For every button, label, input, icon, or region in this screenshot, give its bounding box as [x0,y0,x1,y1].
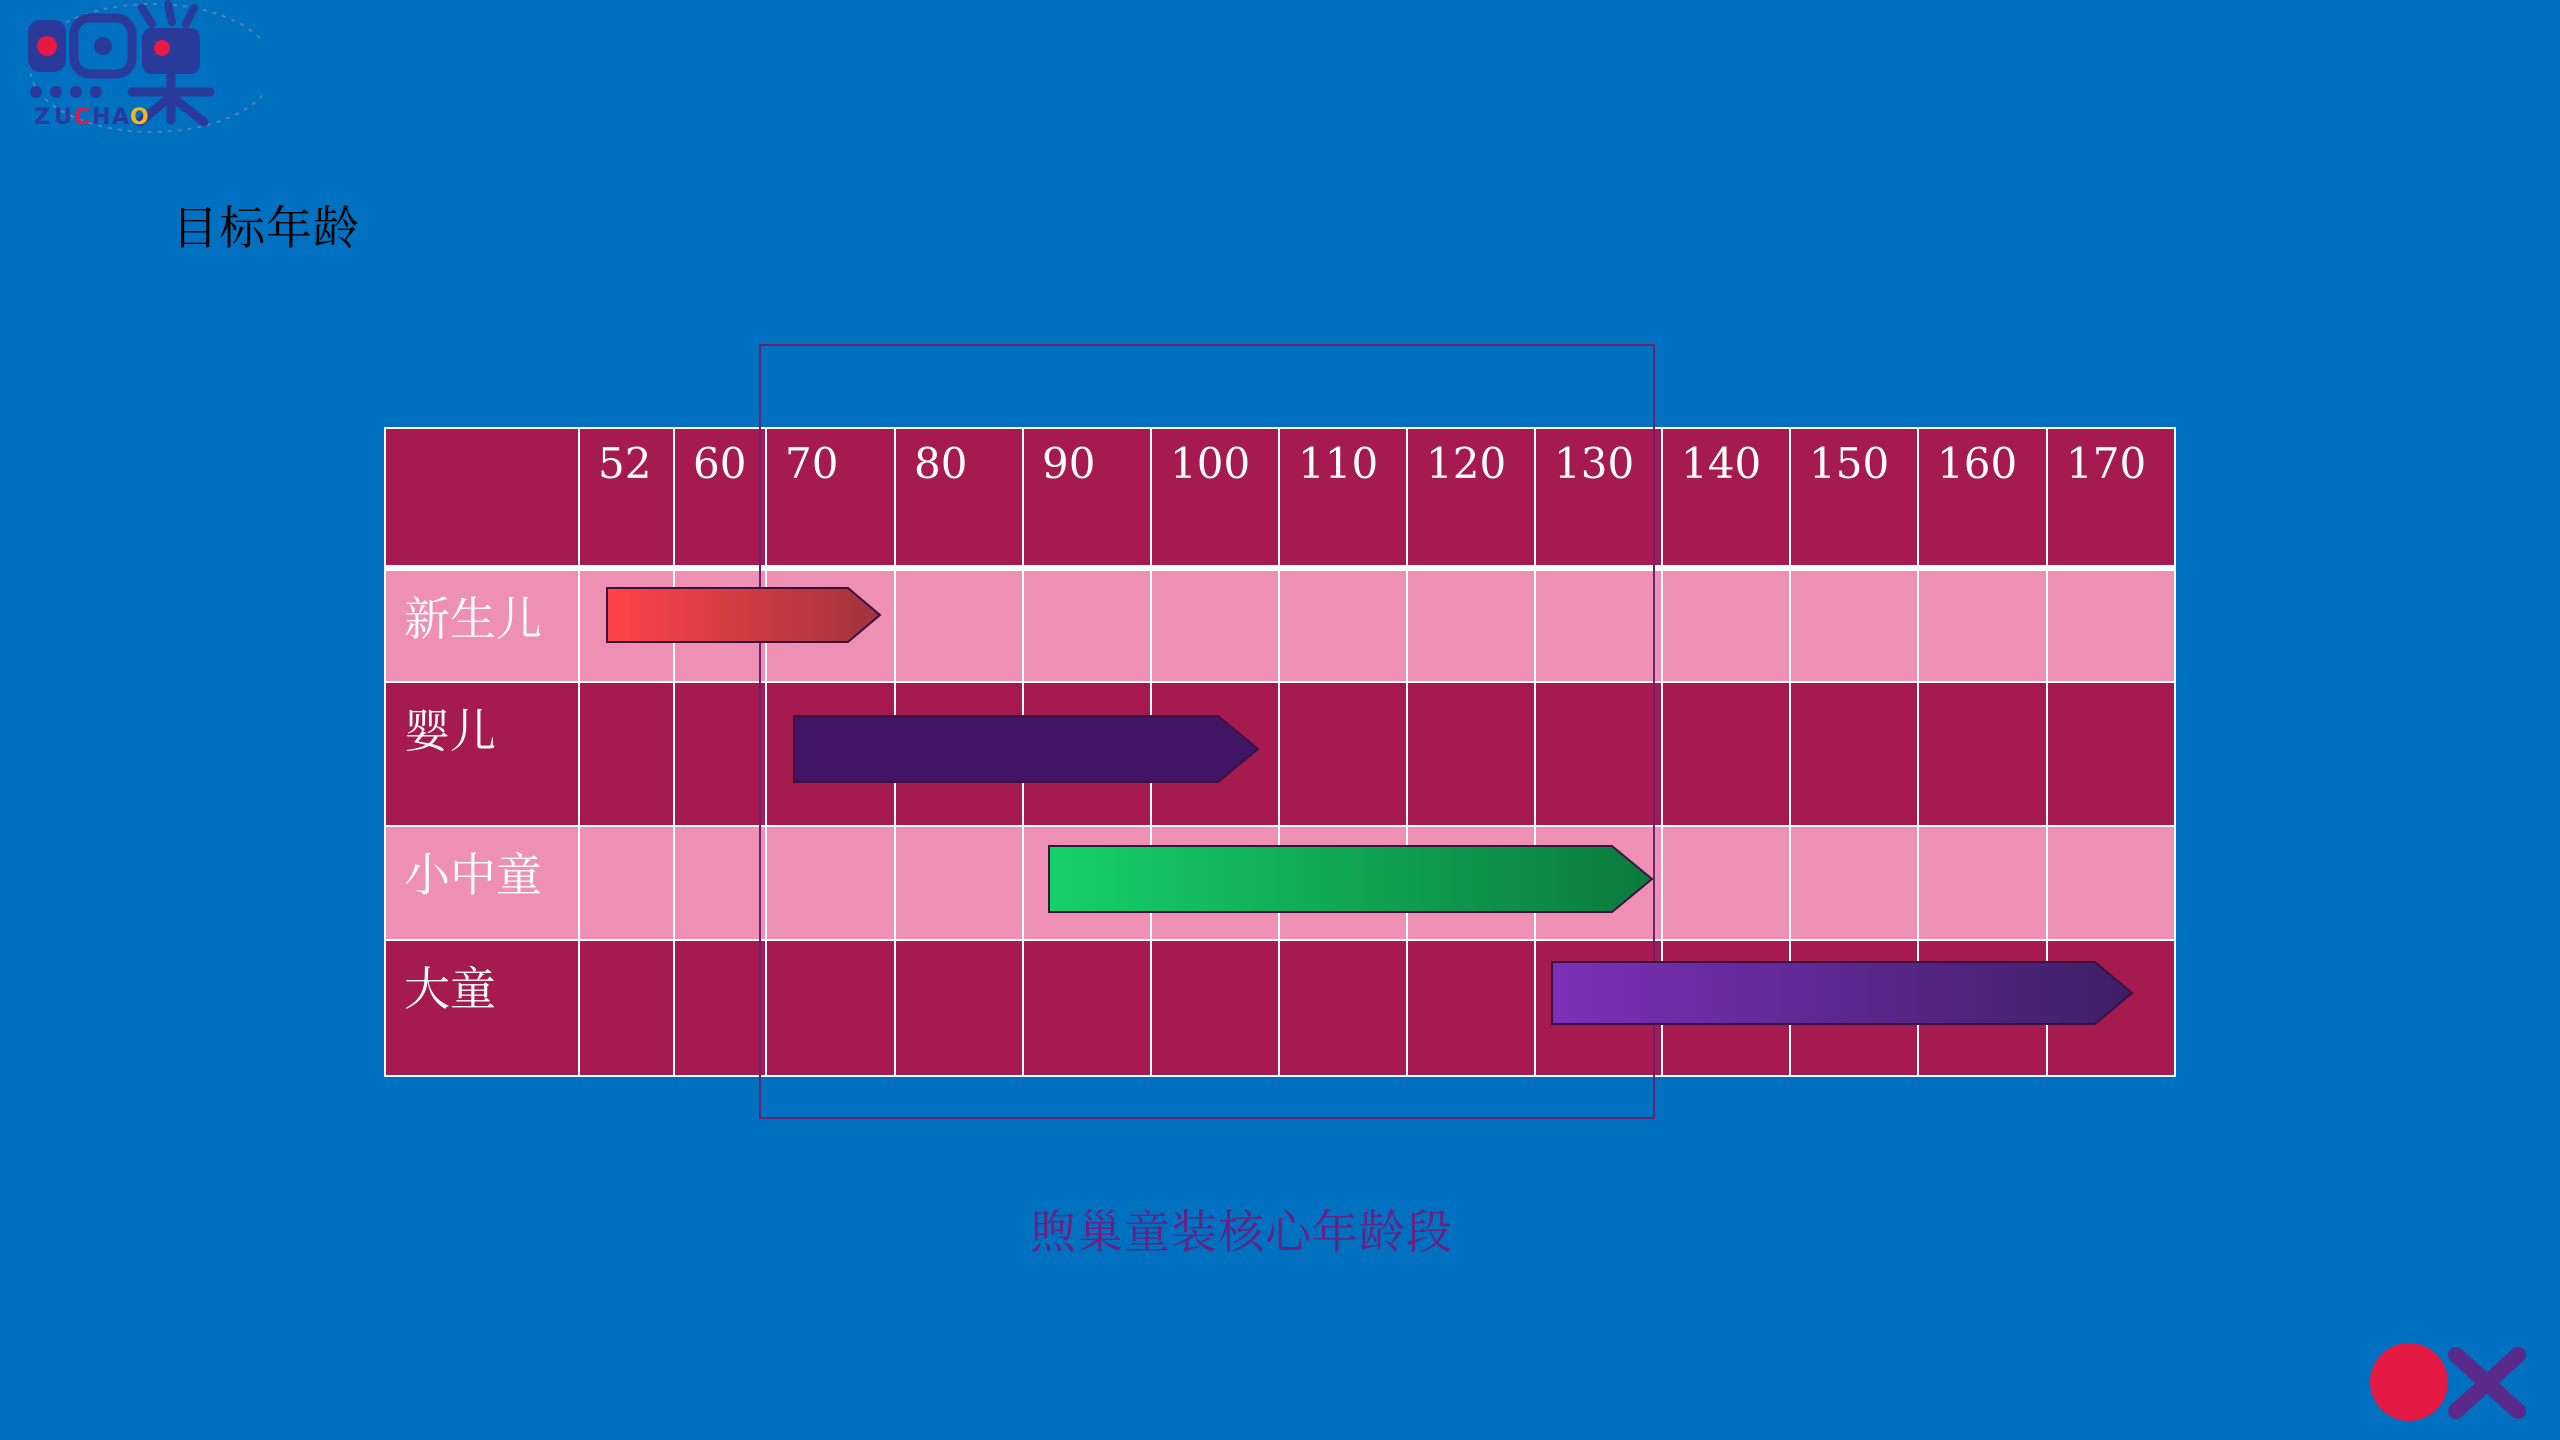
svg-text:A: A [112,105,130,130]
size-header-140: 140 [1662,428,1790,568]
size-header-160: 160 [1918,428,2047,568]
row-label-kids: 小中童 [385,826,579,940]
size-header-100: 100 [1151,428,1279,568]
size-header-90: 90 [1023,428,1151,568]
page-title: 目标年龄 [172,201,360,255]
zuchao-logo [22,0,262,140]
svg-text:O: O [130,105,149,130]
corner-cell [385,428,579,568]
size-header-120: 120 [1407,428,1535,568]
svg-text:U: U [54,105,72,130]
size-header-110: 110 [1279,428,1407,568]
core-age-highlight-frame [759,344,1655,1119]
size-header-150: 150 [1790,428,1918,568]
size-header-170: 170 [2047,428,2175,568]
red-circle-icon [2370,1343,2448,1421]
size-header-52: 52 [579,428,674,568]
close-x-icon [2444,1345,2530,1421]
core-age-caption: 煦巢童装核心年龄段 [1030,1205,1453,1259]
size-header-60: 60 [674,428,766,568]
svg-text:C: C [74,105,91,130]
row-label-big-kids: 大童 [385,940,579,1076]
svg-text:Z: Z [34,105,51,130]
size-header-80: 80 [895,428,1023,568]
size-header-70: 70 [766,428,895,568]
svg-text:H: H [92,105,111,130]
row-label-newborn: 新生儿 [385,568,579,682]
size-header-130: 130 [1535,428,1662,568]
row-label-infant: 婴儿 [385,682,579,826]
